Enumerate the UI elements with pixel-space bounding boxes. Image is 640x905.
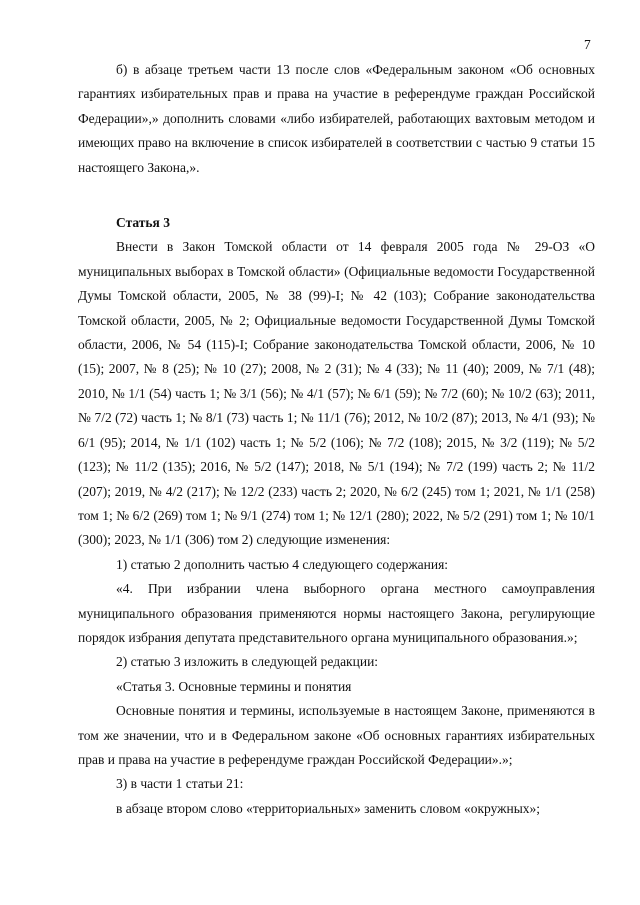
article-3-heading: Статья 3 xyxy=(116,215,170,231)
paragraph-item-2: 2) статью 3 изложить в следующей редакции: xyxy=(116,654,379,670)
page-number: 7 xyxy=(584,37,591,52)
paragraph-item-1: 1) статью 2 дополнить частью 4 следующего содержания: xyxy=(116,556,449,572)
section-gap xyxy=(78,180,595,211)
paragraph-amendment-b: б) в абзаце третьем части 13 после слов «Федеральным законом «Об основных гарантиях избирательных прав и права на участие в референдуме граждан Российской Федерации»,» дополнить словами «либо избирателей, работающих вахтовым методом и имеющих право на включение в список избирателей в соответствии с частью 9 статьи 15 настоящего Закона,». xyxy=(78,62,595,175)
paragraph-item-3-change: в абзаце втором слово «территориальных» заменить словом «окружных»; xyxy=(116,800,541,816)
paragraph-terms-definition: Основные понятия и термины, используемые в настоящем Законе, применяются в том же значении, что и в Федеральном законе «Об основных гарантиях избирательных прав и права на участие в референдуме граждан Российской Федерации».»; xyxy=(78,703,595,767)
paragraph-item-1-quote: «4. При избрании члена выборного органа местного самоуправления муниципального образования применяются нормы настоящего Закона, регулирующие порядок избрания депутата представительного органа муниципального образования.»; xyxy=(78,581,595,645)
document-body xyxy=(78,58,595,821)
paragraph-item-3: 3) в части 1 статьи 21: xyxy=(116,776,244,792)
paragraph-article-3-intro: Внести в Закон Томской области от 14 февраля 2005 года № 29-ОЗ «О муниципальных выборах в Томской области» (Официальные ведомости Государственной Думы Томской области, 2005, № 38 (99)-I; № 42 (103); Собрание законодательства Томской области, 2005, № 2; Официальные ведомости Государственной Думы Томской области, 2006, № 54 (115)-I; Собрание законодательства Томской области, 2006, № 10 (15); 2007, № 8 (25); № 10 (27); 2008, № 2 (31); № 4 (33); № 11 (40); 2009, № 7/1 (48); 2010, № 1/1 (54) часть 1; № 3/1 (56); № 4/1 (57); № 6/1 (59); № 7/2 (60); № 10/2 (63); 2011, № 7/2 (72) часть 1; № 8/1 (73) часть 1; № 11/1 (76); 2012, № 10/2 (87); 2013, № 4/1 (93); № 6/1 (95); 2014, № 1/1 (102) часть 1; № 5/2 (106); № 7/2 (108); 2015, № 3/2 (119); № 5/2 (123); № 11/2 (135); 2016, № 5/2 (147); 2018, № 5/1 (194); № 7/2 (199) часть 2; № 11/2 (207); 2019, № 4/2 (217); № 12/2 (233) часть 2; 2020, № 6/2 (245) том 1; 2021, № 1/1 (258) том 1; № 6/2 (269) том 1; № 9/1 (274) том 1; № 12/1 (280); 2022, № 5/2 (291) том 1; № 10/1 (300); 2023, № 1/1 (306) том 2) следующие изменения: xyxy=(78,239,595,548)
paragraph-article-3-title-quote: «Статья 3. Основные термины и понятия xyxy=(116,678,352,694)
